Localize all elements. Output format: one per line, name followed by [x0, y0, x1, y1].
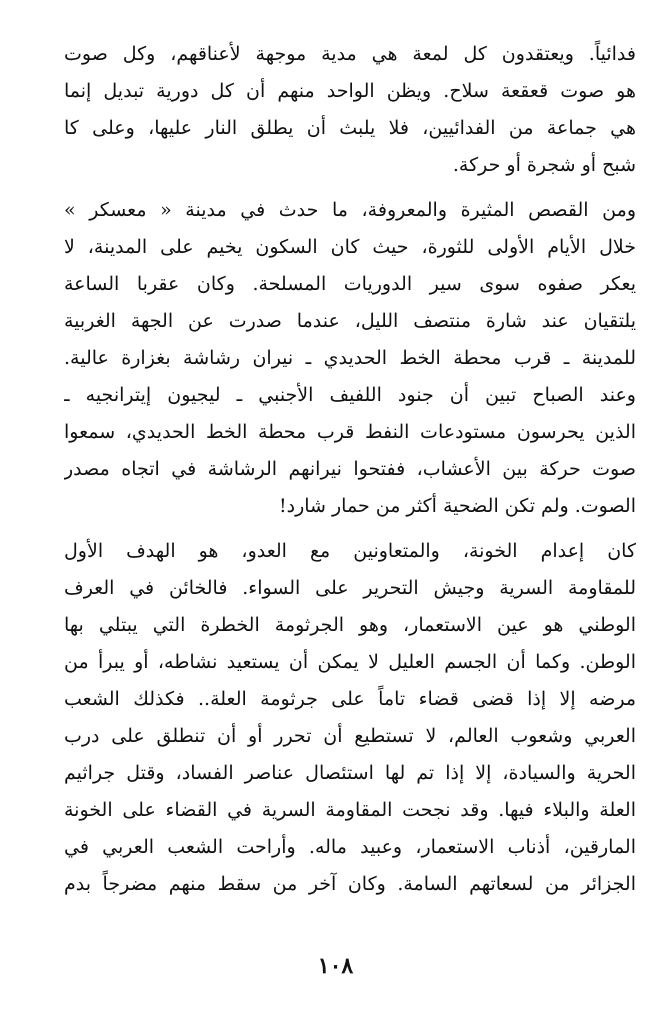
text-line: للمقاومة السرية وجيش التحرير على السواء. فالخائن في العرف: [64, 577, 636, 599]
paragraph-3: [64, 533, 636, 903]
paragraph-gap: [64, 525, 636, 533]
paragraph-1: [64, 36, 636, 184]
text-line: يعكر صفوه سوى سير الدوريات المسلحة. وكان عقربا الساعة: [64, 273, 636, 295]
text-line: المارقين، أذناب الاستعمار، وعبيد ماله. وأراحت الشعب العربي في: [64, 836, 636, 858]
text-line: هي جماعة من الفدائيين، فلا يلبث أن يطلق النار عليها، وعلى كا: [64, 117, 636, 139]
text-line: الصوت. ولم تكن الضحية أكثر من حمار شارد!: [278, 495, 636, 517]
text-line: الوطني هو عين الاستعمار، وهو الجرثومة الخطرة التي يبتلي بها: [64, 614, 636, 636]
text-line: صوت حركة بين الأعشاب، ففتحوا نيرانهم الرشاشة في اتجاه مصدر: [64, 458, 636, 480]
text-line: فدائياً. ويعتقدون كل لمعة هي مدية موجهة لأعناقهم، وكل صوت: [64, 43, 636, 65]
text-line: هو صوت قعقعة سلاح. ويظن الواحد منهم أن كل دورية تبديل إنما: [64, 80, 636, 102]
text-line: الوطن. وكما أن الجسم العليل لا يمكن أن يستعيد نشاطه، أو يبرأ من: [64, 651, 636, 673]
text-line: كان إعدام الخونة، والمتعاونين مع العدو، هو الهدف الأول: [64, 540, 636, 562]
paragraph-2: [64, 192, 636, 525]
page-number: ١٠٨: [317, 953, 354, 979]
body-text: [64, 36, 636, 903]
text-line: مرضه إلا إذا قضى قضاء تاماً على جرثومة العلة.. فكذلك الشعب: [64, 688, 636, 710]
text-line: العربي وشعوب العالم، لا تستطيع أن تحرر أو أن تنطلق على درب: [64, 725, 636, 747]
text-line: الجزائر من لسعاتهم السامة. وكان آخر من سقط منهم مضرجاً بدم: [64, 873, 636, 895]
text-line: يلتقيان عند شارة منتصف الليل، عندما صدرت عن الجهة الغربية: [64, 310, 636, 332]
text-line: الحرية والسيادة، إلا إذا تم لها استئصال عناصر الفساد، وقتل جراثيم: [64, 762, 636, 784]
text-line: شبح أو شجرة أو حركة.: [452, 154, 636, 176]
text-line: للمدينة ـ قرب محطة الخط الحديدي ـ نيران رشاشة بغزارة عالية.: [64, 347, 636, 369]
text-line: الذين يحرسون مستودعات النفط قرب محطة الخط الحديدي، سمعوا: [64, 421, 636, 443]
text-line: ومن القصص المثيرة والمعروفة، ما حدث في مدينة « معسكر »: [64, 199, 636, 221]
text-line: العلة والبلاء فيها. وقد نجحت المقاومة السرية في القضاء على الخونة: [64, 799, 636, 821]
text-line: خلال الأيام الأولى للثورة، حيث كان السكون يخيم على المدينة، لا: [64, 236, 636, 258]
paragraph-gap: [64, 184, 636, 192]
text-line: وعند الصباح تبين أن جنود اللفيف الأجنبي ـ ليجيون إيترانجيه ـ: [64, 384, 636, 406]
